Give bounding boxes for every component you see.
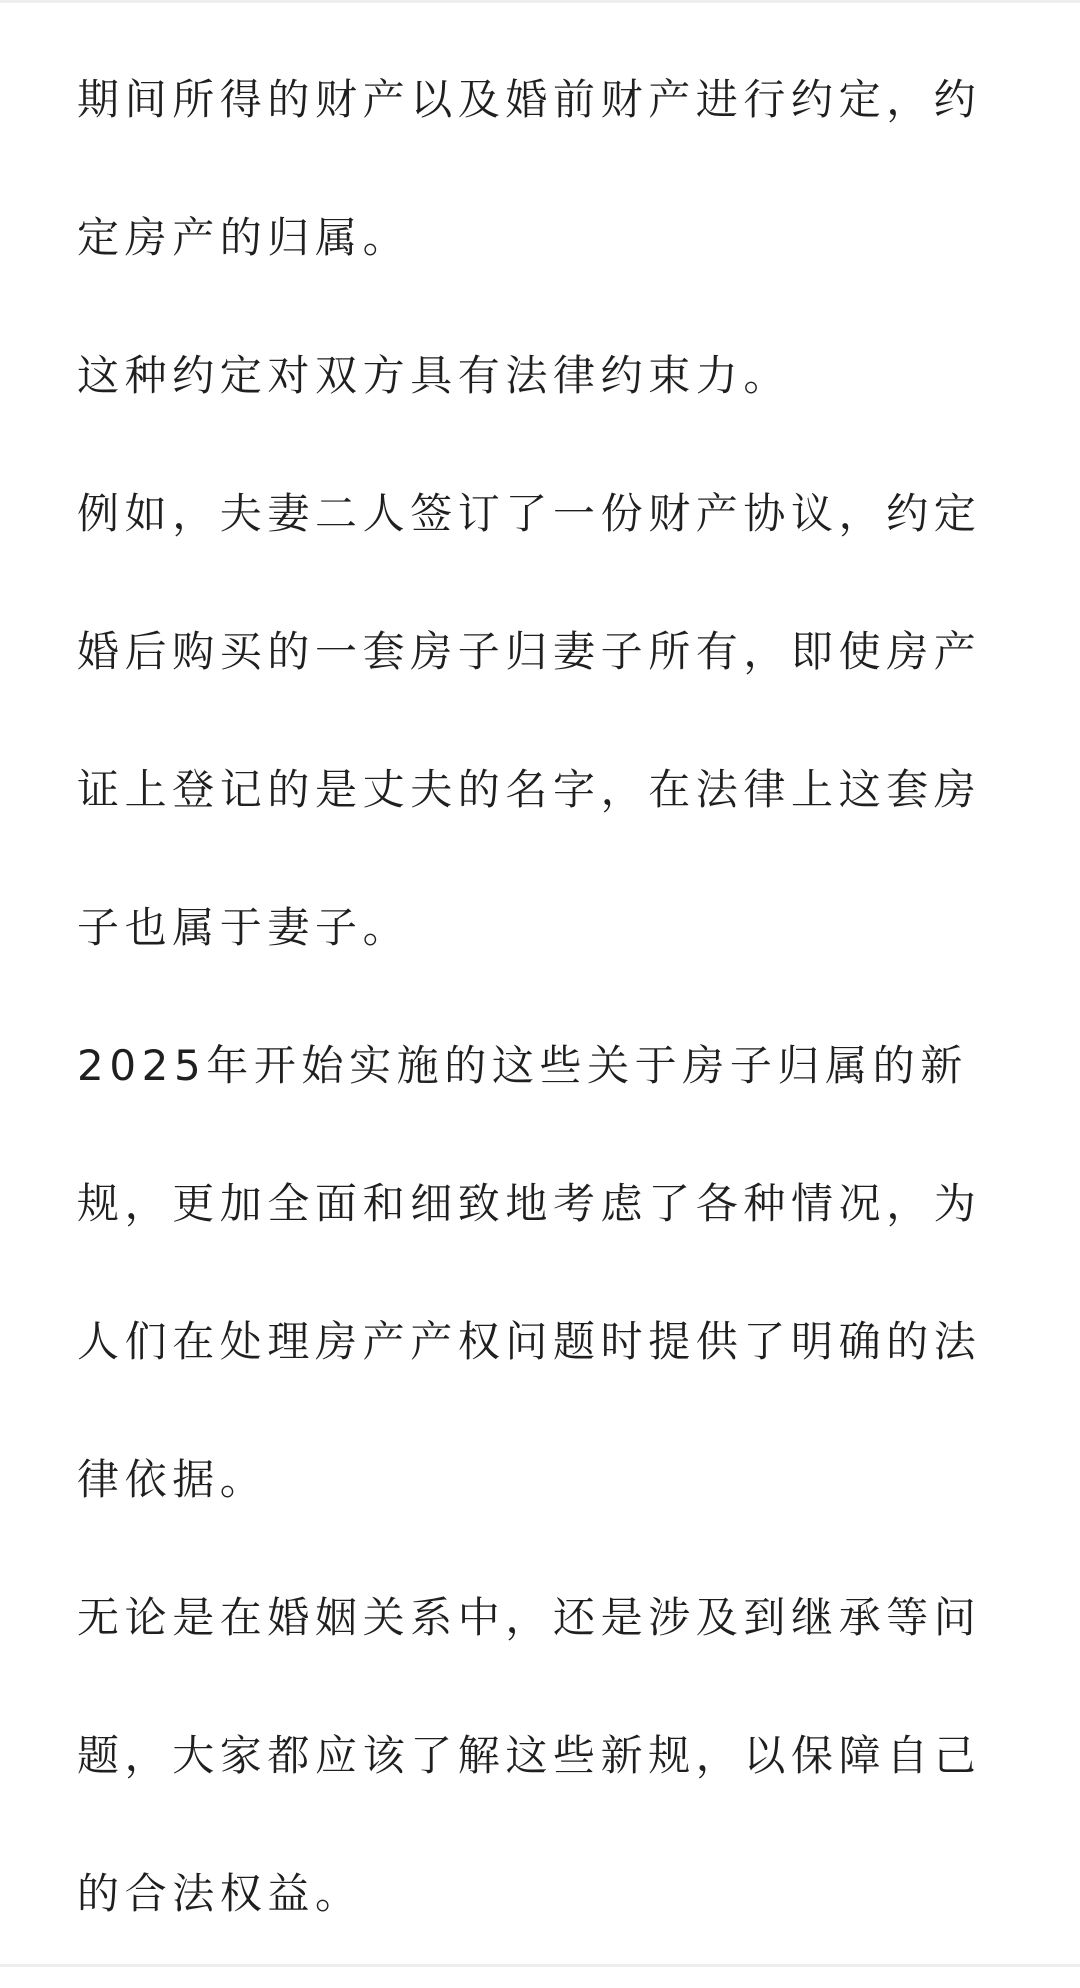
text-line: 例如，夫妻二人签订了一份财产协议，约定: [77, 489, 982, 538]
text-line: 定房产的归属。: [77, 213, 411, 262]
top-divider: [0, 0, 1080, 3]
article-body: [77, 56, 1003, 1988]
text-line: 无论是在婚姻关系中，还是涉及到继承等问: [77, 1593, 982, 1642]
text-line: 子也属于妻子。: [77, 903, 411, 952]
text-line: 婚后购买的一套房子归妻子所有，即使房产: [77, 627, 982, 676]
text-line: 律依据。: [77, 1455, 268, 1504]
text-line: 这种约定对双方具有法律约束力。: [77, 351, 792, 400]
text-line: 证上登记的是丈夫的名字，在法律上这套房: [77, 765, 982, 814]
text-line: 的合法权益。: [77, 1869, 363, 1918]
text-line: 规，更加全面和细致地考虑了各种情况，为: [77, 1179, 982, 1228]
text-line: 人们在处理房产产权问题时提供了明确的法: [77, 1317, 982, 1366]
text-line: 2025年开始实施的这些关于房子归属的新: [77, 1041, 968, 1090]
text-line: 期间所得的财产以及婚前财产进行约定，约: [77, 75, 982, 124]
text-line: 题，大家都应该了解这些新规，以保障自己: [77, 1731, 982, 1780]
